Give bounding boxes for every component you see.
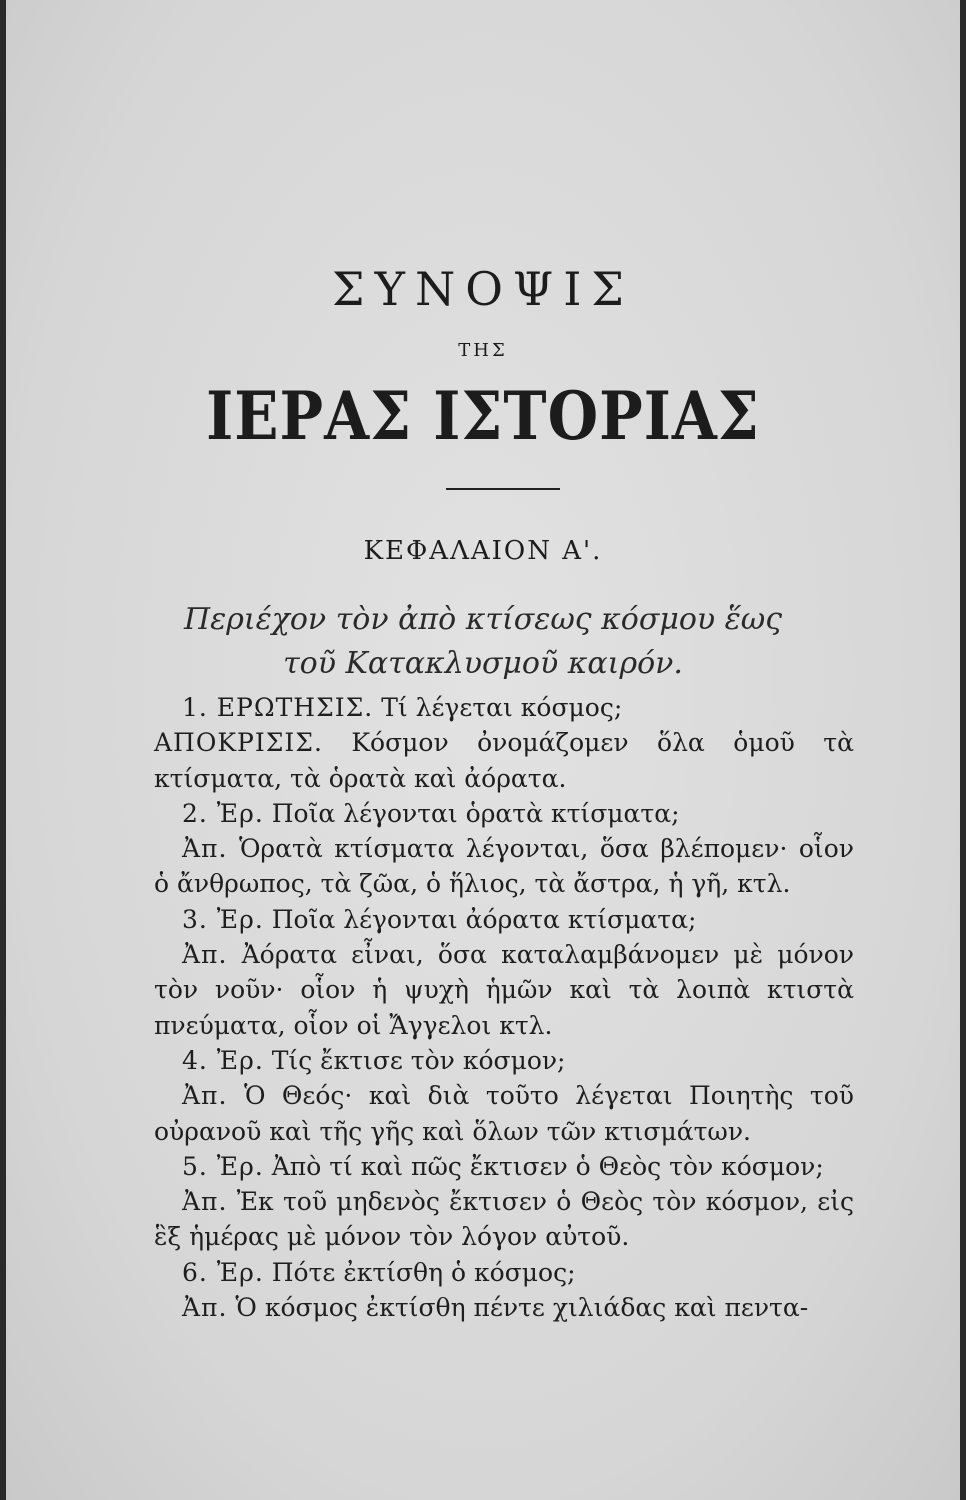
paragraph-label: Ἀπ. [182, 834, 228, 864]
paragraph-label: 1. ΕΡΩΤΗΣΙΣ. [182, 693, 374, 722]
paragraph [154, 796, 854, 831]
paragraph-text: Ὁ κόσμος ἐκτίσθη πέντε χιλιάδας καὶ πεντα- [235, 1293, 809, 1323]
title-sacred-history: ΙΕΡΑΣ ΙΣΤΟΡΙΑΣ [206, 376, 760, 456]
paragraph [154, 831, 854, 902]
book-page [6, 0, 960, 1500]
paragraph-label: Ἀπ. [182, 1293, 228, 1323]
paragraph-label: 3. Ἐρ. [182, 904, 264, 934]
paragraph-label: 6. Ἐρ. [182, 1257, 264, 1287]
paragraph-label: Ἀπ. [182, 1187, 228, 1217]
paragraph-text: Ἀπὸ τί καὶ πῶς ἔκτισεν ὁ Θεὸς τὸν κόσμον; [271, 1151, 824, 1181]
title-synopsis: ΣΥΝΟΨΙΣ [332, 262, 634, 316]
paragraph-text: Ὁ Θεός· καὶ διὰ τοῦτο λέγεται Ποιητὴς τοῦ οὐρανοῦ καὶ τῆς γῆς καὶ ὅλων τῶν κτισμάτων. [154, 1081, 855, 1146]
paragraph-label: Ἀπ. [182, 1081, 228, 1111]
paragraph [154, 1043, 854, 1078]
paragraph-label: 4. Ἐρ. [182, 1045, 264, 1075]
paragraph-text: Ποῖα λέγονται ἀόρατα κτίσματα; [271, 904, 697, 934]
title-article: ΤΗΣ [458, 340, 508, 361]
paragraph [154, 937, 854, 1043]
paragraph [154, 902, 854, 937]
paragraph [154, 1255, 854, 1290]
paragraph-text: Ἐκ τοῦ μηδενὸς ἔκτισεν ὁ Θεὸς τὸν κόσμον, εἰς ἓξ ἡμέρας μὲ μόνον τὸν λόγον αὐτοῦ. [154, 1187, 854, 1252]
paragraph [154, 725, 854, 796]
paragraph-text: Τίς ἔκτισε τὸν κόσμον; [271, 1045, 566, 1075]
chapter-subtitle-line2: τοῦ Κατακλυσμοῦ καιρόν. [283, 646, 683, 681]
paragraph-text: Πότε ἐκτίσθη ὁ κόσμος; [271, 1257, 576, 1287]
chapter-subtitle [6, 598, 960, 686]
paragraph [154, 1184, 854, 1255]
paragraph-text: Ποῖα λέγονται ὁρατὰ κτίσματα; [271, 798, 680, 828]
paragraph-text: Τί λέγεται κόσμος; [381, 693, 623, 722]
paragraph-label: ΑΠΟΚΡΙΣΙΣ. [154, 728, 323, 758]
paragraph-text: Ἀόρατα εἶναι, ὅσα καταλαμβάνομεν μὲ μόνον τὸν νοῦν· οἷον ἡ ψυχὴ ἡμῶν καὶ τὰ λοιπὰ κτιστὰ πνεύματα, οἷον οἱ Ἄγγελοι κτλ. [154, 940, 854, 1040]
paragraph [154, 1290, 854, 1325]
paragraph [154, 690, 854, 725]
chapter-heading: ΚΕΦΑΛΑΙΟΝ Α'. [363, 536, 603, 566]
paragraph-label: 5. Ἐρ. [182, 1151, 264, 1181]
paragraph [154, 1078, 854, 1149]
paragraph [154, 1149, 854, 1184]
paragraph-text: Ὁρατὰ κτίσματα λέγονται, ὅσα βλέπομεν· οἷον ὁ ἄνθρωπος, τὰ ζῶα, ὁ ἥλιος, τὰ ἄστρα, ἡ γῆ, κτλ. [154, 834, 854, 899]
paragraph-label: 2. Ἐρ. [182, 798, 264, 828]
catechism-text [154, 690, 854, 1325]
paragraph-label: Ἀπ. [182, 940, 228, 970]
paragraph-text: Κόσμον ὀνομάζομεν ὅλα ὁμοῦ τὰ κτίσματα, τὰ ὁρατὰ καὶ ἀόρατα. [154, 728, 854, 793]
title-divider [446, 488, 560, 490]
chapter-subtitle-line1: Περιέχον τὸν ἀπὸ κτίσεως κόσμου ἕως [183, 602, 783, 637]
